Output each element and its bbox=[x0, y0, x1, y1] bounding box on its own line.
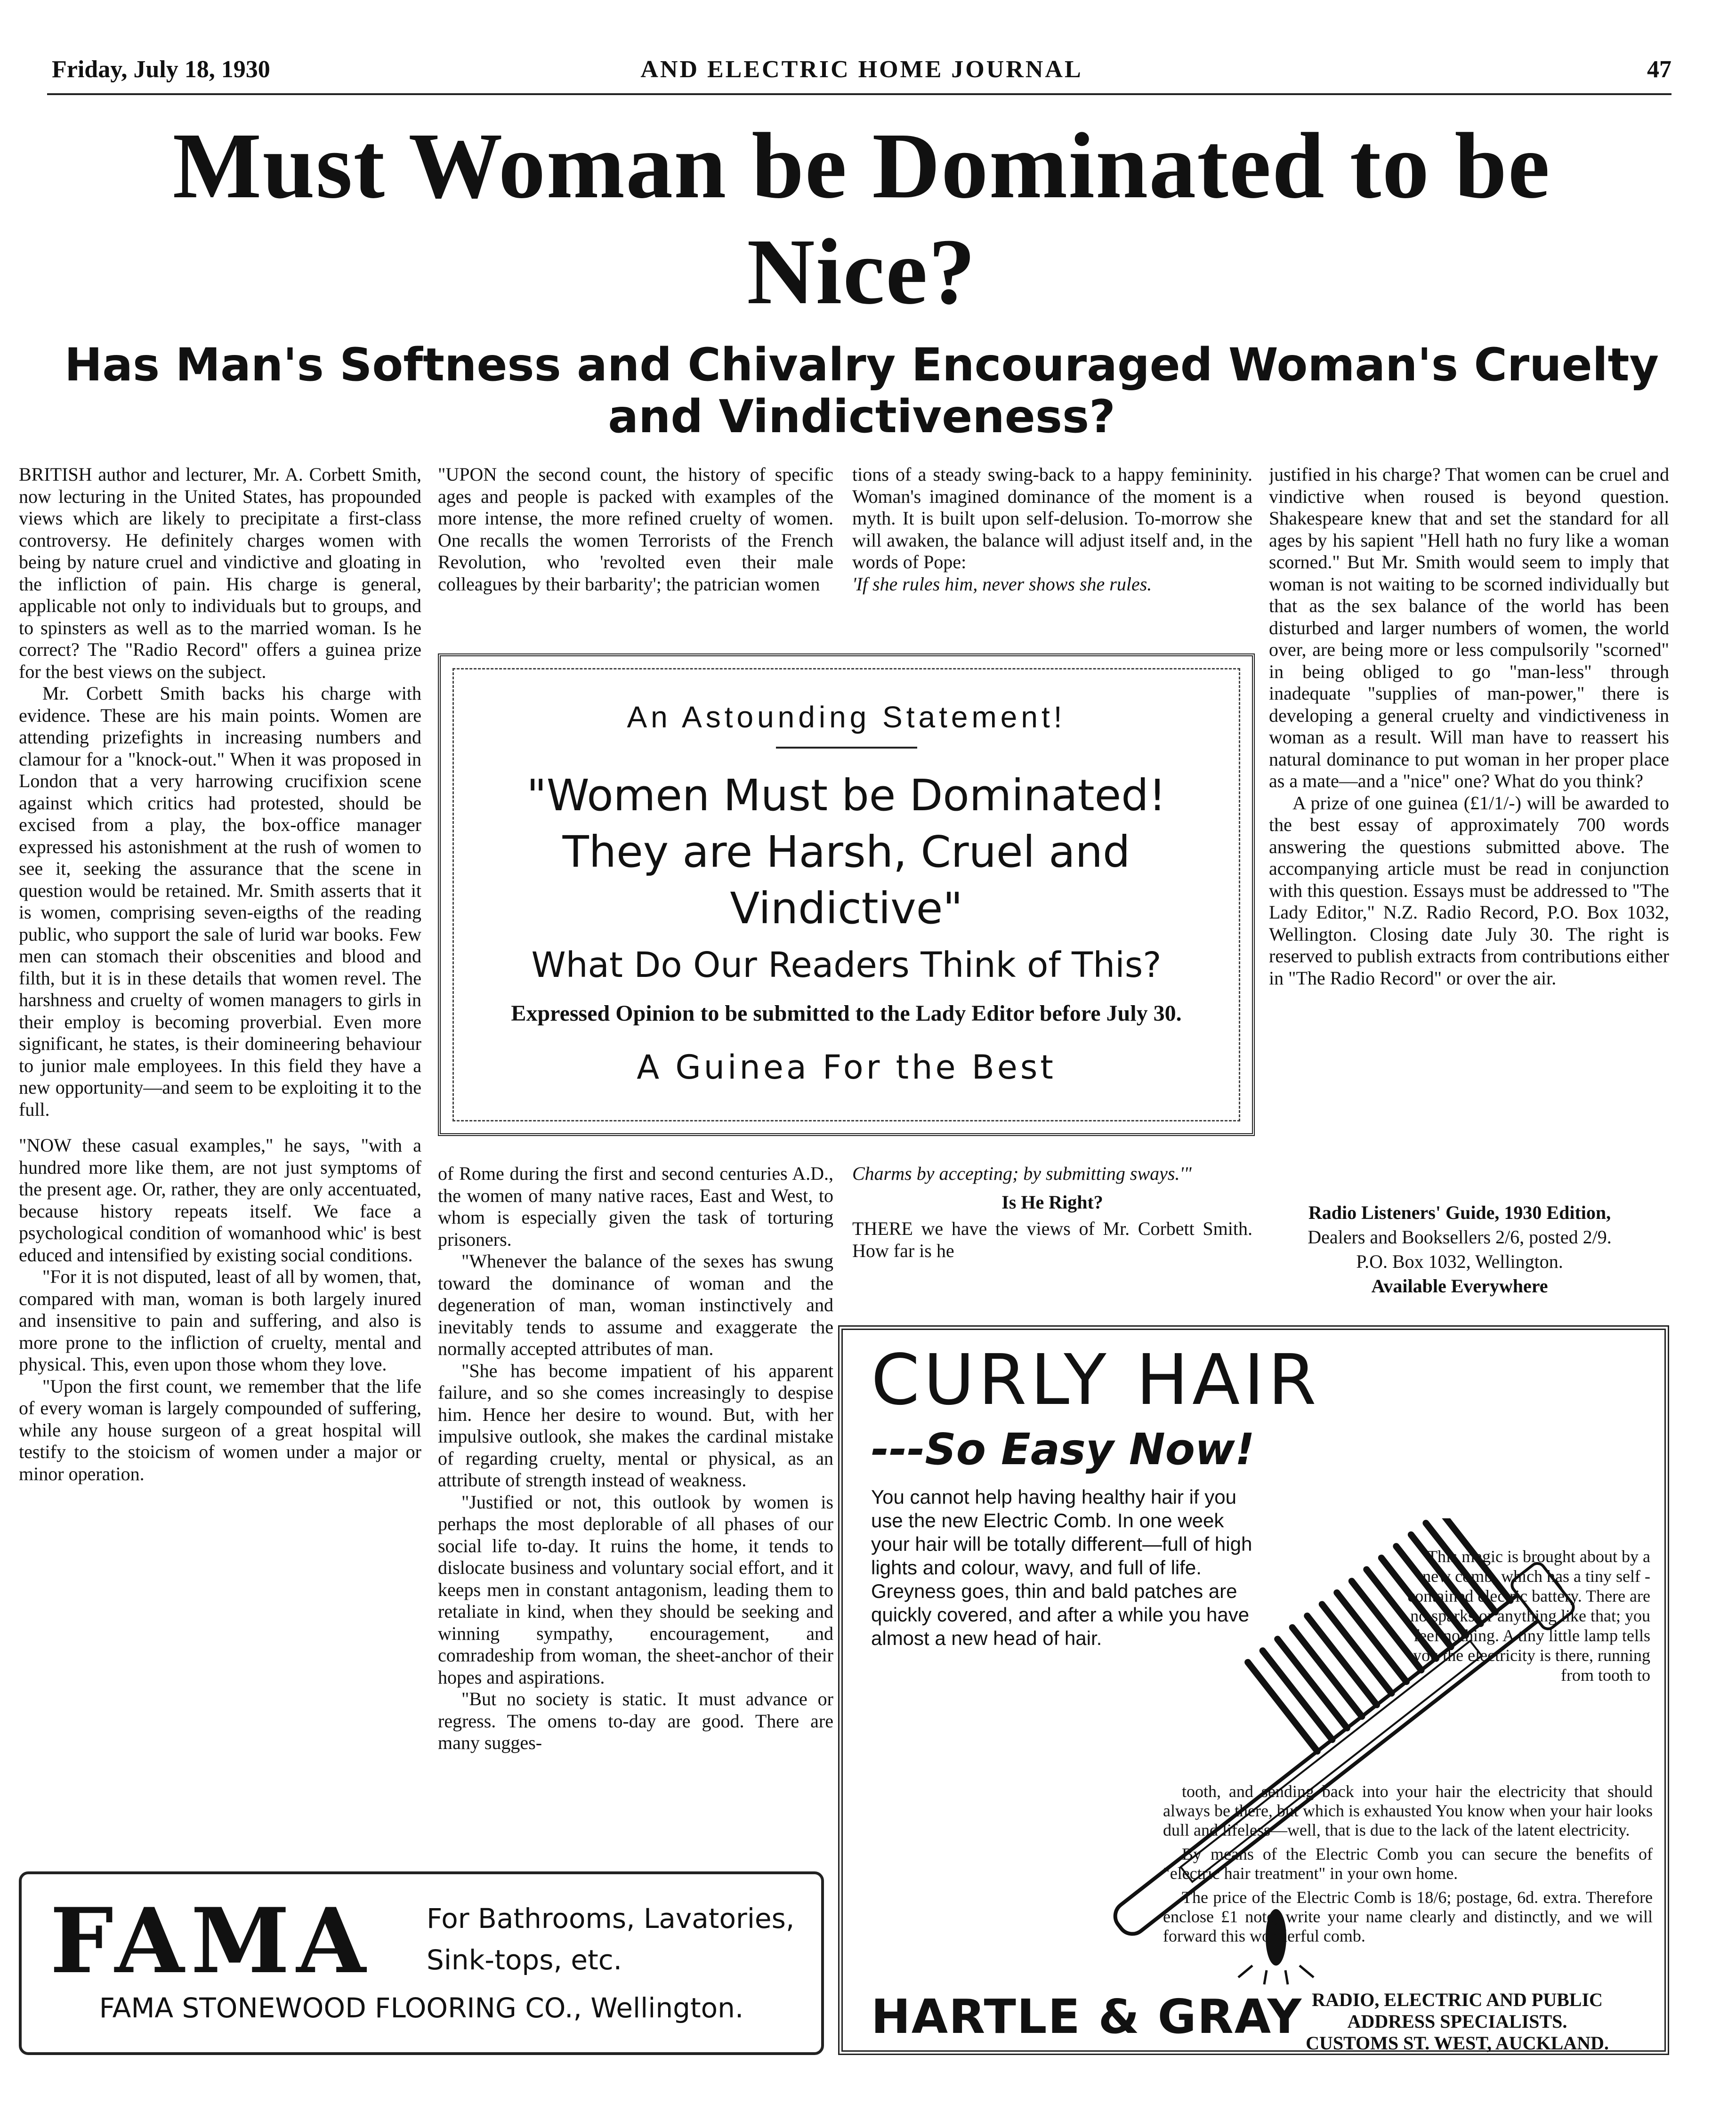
col3-bottom-subhead: Is He Right? bbox=[1001, 1191, 1103, 1213]
hair-ad-address bbox=[1264, 1989, 1650, 2054]
hair-ad-brand: HARTLE & GRAY bbox=[871, 1989, 1302, 2044]
statement-main: "Women Must be Dominated! They are Harsh, Cruel and Vindictive" bbox=[526, 770, 1166, 934]
hair-ad-body: You cannot help having healthy hair if you use the new Electric Comb. In one week your hair will be totally different—full of high lights and colour, wavy, and full of life. Greyness goes, thin and bald patches are quickly covered, and after a while you have almost a new head of hair. bbox=[871, 1486, 1252, 1649]
col3-top-paragraph: tions of a steady swing-back to a happy femininity. Woman's imagined dominance of the moment is a myth. It is built upon self-delusion. To-morrow she will awaken, the balance will adjust itself and, in the words of Pope: bbox=[852, 464, 1252, 572]
col2-bottom-paragraph-4: "Justified or not, this outlook by women is perhaps the most deplorable of all phases of our social life to-day. It ruins the home, it tends to dislocate business and voluntary social effort, and it keeps men in constant antagonism, leading them to retaliate in kind, when they should be seeking and winning sympathy, encouragement, and comradeship from woman, the sheet-anchor of their hopes and aspirations. bbox=[438, 1491, 833, 1688]
hair-ad-lower bbox=[1163, 1782, 1653, 1951]
guide-address: P.O. Box 1032, Wellington. bbox=[1356, 1251, 1563, 1272]
hair-ad-magic: This magic is brought about by a new comb, which has a tiny self - contained electric battery. There are no sparks or anything like that; you feel nothing. A tiny little lamp tells you the electricity is there, running from tooth to bbox=[1407, 1547, 1650, 1685]
hair-ad-address-1: RADIO, ELECTRIC AND PUBLIC bbox=[1312, 1989, 1603, 2010]
guide-price: Dealers and Booksellers 2/6, posted 2/9. bbox=[1308, 1226, 1612, 1248]
statement-kicker: An Astounding Statement! bbox=[627, 700, 1066, 734]
column-3-top bbox=[852, 464, 1252, 638]
statement-box-inner bbox=[444, 660, 1248, 1129]
hair-ad-title: CURLY HAIR bbox=[871, 1339, 1320, 1420]
hair-ad-address-2: ADDRESS SPECIALISTS. bbox=[1347, 2011, 1567, 2032]
col1-paragraph-1: BRITISH author and lecturer, Mr. A. Corbett Smith, now lecturing in the United States, has propounded views which are likely to precipitate a first-class controversy. He definitely charges women with being by nature cruel and vindictive and gloating in the infliction of pain. His charge is general, applicable not only to individuals but to groups, and to spinsters as well as to the married woman. Is he correct? The "Radio Record" offers a guinea prize for the best views on the subject. bbox=[19, 464, 421, 682]
guide-title: Radio Listeners' Guide, 1930 Edition, bbox=[1308, 1202, 1611, 1223]
statement-divider bbox=[776, 747, 917, 749]
hair-ad-address-3: CUSTOMS ST. WEST, AUCKLAND. bbox=[1306, 2032, 1609, 2054]
column-2-top bbox=[438, 464, 833, 638]
col1-paragraph-2: Mr. Corbett Smith backs his charge with evidence. These are his main points. Women are attending prizefights in increasing numbers and clamour for a "knock-out." When it was proposed in London that a very harrowing crucifixion scene against which critics had protested, should be excised from a play, the box-office manager expressed his astonishment at the rush of women to see it, seeking the assurance that the scene in question would be retained. Mr. Smith asserts that it is women, comprising seven-eigths of the reading public, who support the sale of lurid war books. Few men can stomach their obscenities and blood and filth, but it is in these details that women revel. The harshness and cruelty of women managers to girls in their employ is becoming proverbial. Even more significant, he states, is their domineering behaviour to junior male employees. In this field they have a new opportunity—and seem to be exploiting it to the full. bbox=[19, 683, 421, 1120]
col2-top-paragraph: "UPON the second count, the history of specific ages and people is packed with examples of the more intense, the more refined cruelty of women. One recalls the women Terrorists of the French Revolution, who 'revolted even their male colleagues by their barbarity'; the patrician women bbox=[438, 464, 833, 595]
header-rule bbox=[47, 93, 1671, 95]
statement-question: What Do Our Readers Think of This? bbox=[531, 945, 1162, 985]
guide-notice bbox=[1252, 1201, 1667, 1298]
publication-name: AND ELECTRIC HOME JOURNAL bbox=[640, 56, 1083, 83]
article-headline: Must Woman be Dominated to be Nice? bbox=[172, 114, 1551, 324]
col4-paragraph-2: A prize of one guinea (£1/1/-) will be awarded to the best essay of approximately 700 words answering the questions submitted above. The accompanying article must be read in conjunction with this question. Essays must be addressed to "The Lady Editor," N.Z. Radio Record, P.O. Box 1032, Wellington. Closing date July 30. The right is reserved to publish extracts from contributions either in "The Radio Record" or over the air. bbox=[1269, 792, 1669, 989]
hair-ad-lower-3: The price of the Electric Comb is 18/6; postage, 6d. extra. Therefore enclose £1 note, write your name clearly and distinctly, and we will forward this wonderful comb. bbox=[1163, 1888, 1653, 1945]
col2-bottom-paragraph-5: "But no society is static. It must advance or regress. The omens to-day are good. There are many sugges- bbox=[438, 1688, 833, 1753]
col4-paragraph-1: justified in his charge? That women can be cruel and vindictive when roused is beyond question. Shakespeare knew that and set the standard for all ages by his sapient "Hell hath no fury like a woman scorned." But Mr. Smith would seem to imply that woman is not waiting to be scorned individually but that as the sex balance of the world has been disturbed and larger numbers of women, the world over, are being more or less compulsorily "scorned" in being obliged to go "man-less" through inadequate "supplies of man-power," there is developing a general cruelty and vindictiveness in woman as a result. Will man have to reassert his natural dominance to put woman in her proper place as a mate—and a "nice" one? What do you think? bbox=[1269, 464, 1669, 791]
col2-bottom-paragraph-2: "Whenever the balance of the sexes has swung toward the dominance of woman and the degeneration of man, woman instinctively and inevitably tends to assume and exaggerate the normally accepted attributes of man. bbox=[438, 1250, 833, 1359]
col1-paragraph-3: "NOW these casual examples," he says, "with a hundred more like them, are not just symptoms of the present age. Or, rather, they are only accentuated, because history repeats itself. We face a psychological condition of womanhood whic' is best educed and intensified by existing social conditions. bbox=[19, 1135, 421, 1266]
guide-availability: Available Everywhere bbox=[1371, 1275, 1548, 1297]
fama-company: FAMA STONEWOOD FLOORING CO., Wellington. bbox=[99, 1992, 744, 2024]
column-4 bbox=[1269, 464, 1669, 1161]
issue-date: Friday, July 18, 1930 bbox=[52, 56, 270, 83]
fama-tagline: For Bathrooms, Lavatories, Sink-tops, etc. bbox=[427, 1902, 795, 1976]
statement-box bbox=[438, 653, 1255, 1136]
hair-ad-lower-2: By means of the Electric Comb you can secure the benefits of "electric hair treatment" in your own home. bbox=[1163, 1845, 1653, 1883]
col3-bottom-paragraph: THERE we have the views of Mr. Corbett Smith. How far is he bbox=[852, 1218, 1252, 1261]
statement-prize: A Guinea For the Best bbox=[637, 1048, 1056, 1087]
fama-logo: FAMA bbox=[50, 1888, 372, 1993]
fama-advertisement bbox=[19, 1871, 824, 2055]
hair-ad-subtitle: ---So Easy Now! bbox=[871, 1424, 1255, 1475]
col3-bottom-quote: Charms by accepting; by submitting sways.'" bbox=[852, 1163, 1192, 1184]
col3-top-quote: 'If she rules him, never shows she rules. bbox=[852, 573, 1152, 595]
col2-bottom-paragraph-1: of Rome during the first and second centuries A.D., the women of many native races, East and West, to whom is especially given the task of torturing prisoners. bbox=[438, 1163, 833, 1250]
column-2-bottom bbox=[438, 1163, 833, 1855]
hair-ad-lower-1: tooth, and sending back into your hair the electricity that should always be there, but which is exhausted You know when your hair looks dull and lifeless—well, that is due to the lack of the latent electricity. bbox=[1163, 1782, 1653, 1839]
statement-instruction: Expressed Opinion to be submitted to the Lady Editor before July 30. bbox=[511, 1001, 1182, 1026]
col1-paragraph-5: "Upon the first count, we remember that the life of every woman is largely compounded of suffering, while any house surgeon of a great hospital will testify to the stoicism of women under a major or minor operation. bbox=[19, 1375, 421, 1484]
running-head bbox=[52, 56, 1671, 93]
column-1 bbox=[19, 464, 421, 1857]
col2-bottom-paragraph-3: "She has become impatient of his apparent failure, and so she comes increasingly to despise him. Hence her desire to wound. But, with her impulsive outlook, she makes the cardinal mistake of regarding cruelty, mental or physical, as an attribute of strength instead of weakness. bbox=[438, 1360, 833, 1491]
curly-hair-advertisement bbox=[838, 1325, 1669, 2055]
article-subheadline: Has Man's Softness and Chivalry Encouraged Woman's Cruelty and Vindictiveness? bbox=[64, 339, 1659, 443]
column-3-bottom bbox=[852, 1163, 1252, 1314]
page-number: 47 bbox=[1647, 56, 1671, 83]
col1-paragraph-4: "For it is not disputed, least of all by women, that, compared with man, woman is both largely inured and insensitive to pain and suffering, and also is more prone to the infliction of cruelty, mental and physical. This, even upon those whom they love. bbox=[19, 1266, 421, 1375]
